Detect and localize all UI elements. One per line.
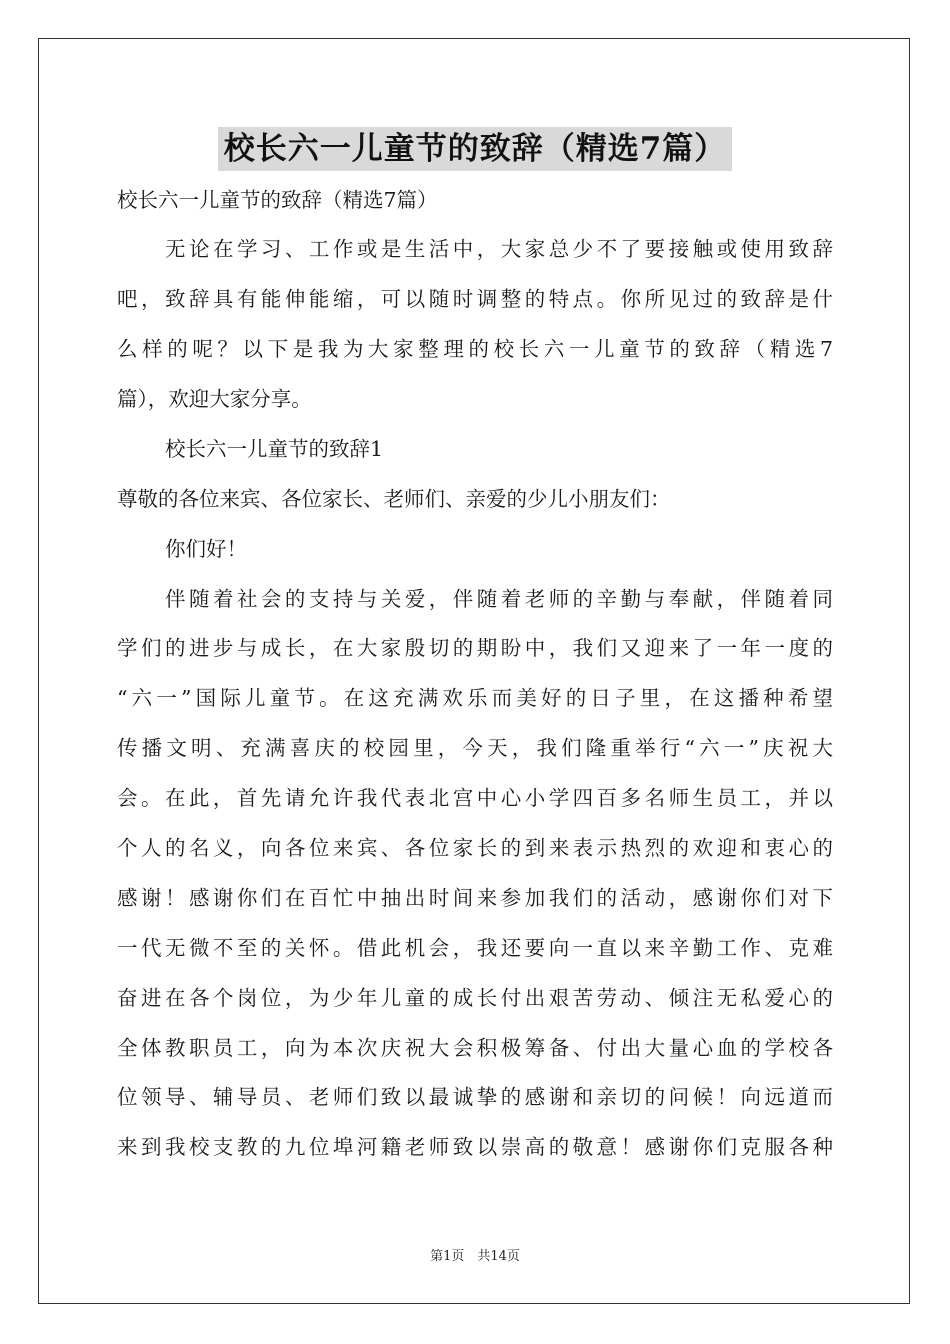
document-title <box>0 126 950 170</box>
paragraph-line: 位领导、辅导员、老师们致以最诚挚的感谢和亲切的问候！向远道而 <box>117 1085 833 1109</box>
paragraph-line: 来到我校支教的九位埠河籍老师致以崇高的敬意！感谢你们克服各种 <box>117 1135 833 1159</box>
subtitle-line: 校长六一儿童节的致辞（精选7篇） <box>117 188 438 212</box>
document-title-text: 校长六一儿童节的致辞（精选7篇） <box>218 127 733 171</box>
paragraph-line: “六一”国际儿童节。在这充满欢乐而美好的日子里，在这播种希望 <box>117 686 833 710</box>
salutation-line: 尊敬的各位来宾、各位家长、老师们、亲爱的少儿小朋友们： <box>117 487 671 511</box>
paragraph-line: 会。在此，首先请允许我代表北宫中心小学四百多名师生员工，并以 <box>117 786 833 810</box>
paragraph-line: 篇），欢迎大家分享。 <box>117 387 312 411</box>
paragraph-line: 个人的名义，向各位来宾、各位家长的到来表示热烈的欢迎和衷心的 <box>117 836 833 860</box>
paragraph-line: 吧，致辞具有能伸能缩，可以随时调整的特点。你所见过的致辞是什 <box>117 287 833 311</box>
paragraph-line: 伴随着社会的支持与关爱，伴随着老师的辛勤与奉献，伴随着同 <box>165 587 833 611</box>
paragraph-line: 奋进在各个岗位，为少年儿童的成长付出艰苦劳动、倾注无私爱心的 <box>117 986 833 1010</box>
paragraph-line: 全体教职员工，向为本次庆祝大会积极筹备、付出大量心血的学校各 <box>117 1036 833 1060</box>
paragraph-line: 学们的进步与成长，在大家殷切的期盼中，我们又迎来了一年一度的 <box>117 636 833 660</box>
paragraph-line: 么样的呢？以下是我为大家整理的校长六一儿童节的致辞（精选7 <box>117 337 833 361</box>
page-border <box>38 38 910 1304</box>
greeting-line: 你们好！ <box>165 537 247 561</box>
paragraph-line: 无论在学习、工作或是生活中，大家总少不了要接触或使用致辞 <box>165 237 833 261</box>
paragraph-line: 一代无微不至的关怀。借此机会，我还要向一直以来辛勤工作、克难 <box>117 936 833 960</box>
paragraph-line: 感谢！感谢你们在百忙中抽出时间来参加我们的活动，感谢你们对下 <box>117 886 833 910</box>
paragraph-line: 传播文明、充满喜庆的校园里，今天，我们隆重举行“六一”庆祝大 <box>117 736 833 760</box>
section-heading: 校长六一儿童节的致辞1 <box>165 437 384 461</box>
page-footer: 第1页 共14页 <box>430 1249 520 1264</box>
